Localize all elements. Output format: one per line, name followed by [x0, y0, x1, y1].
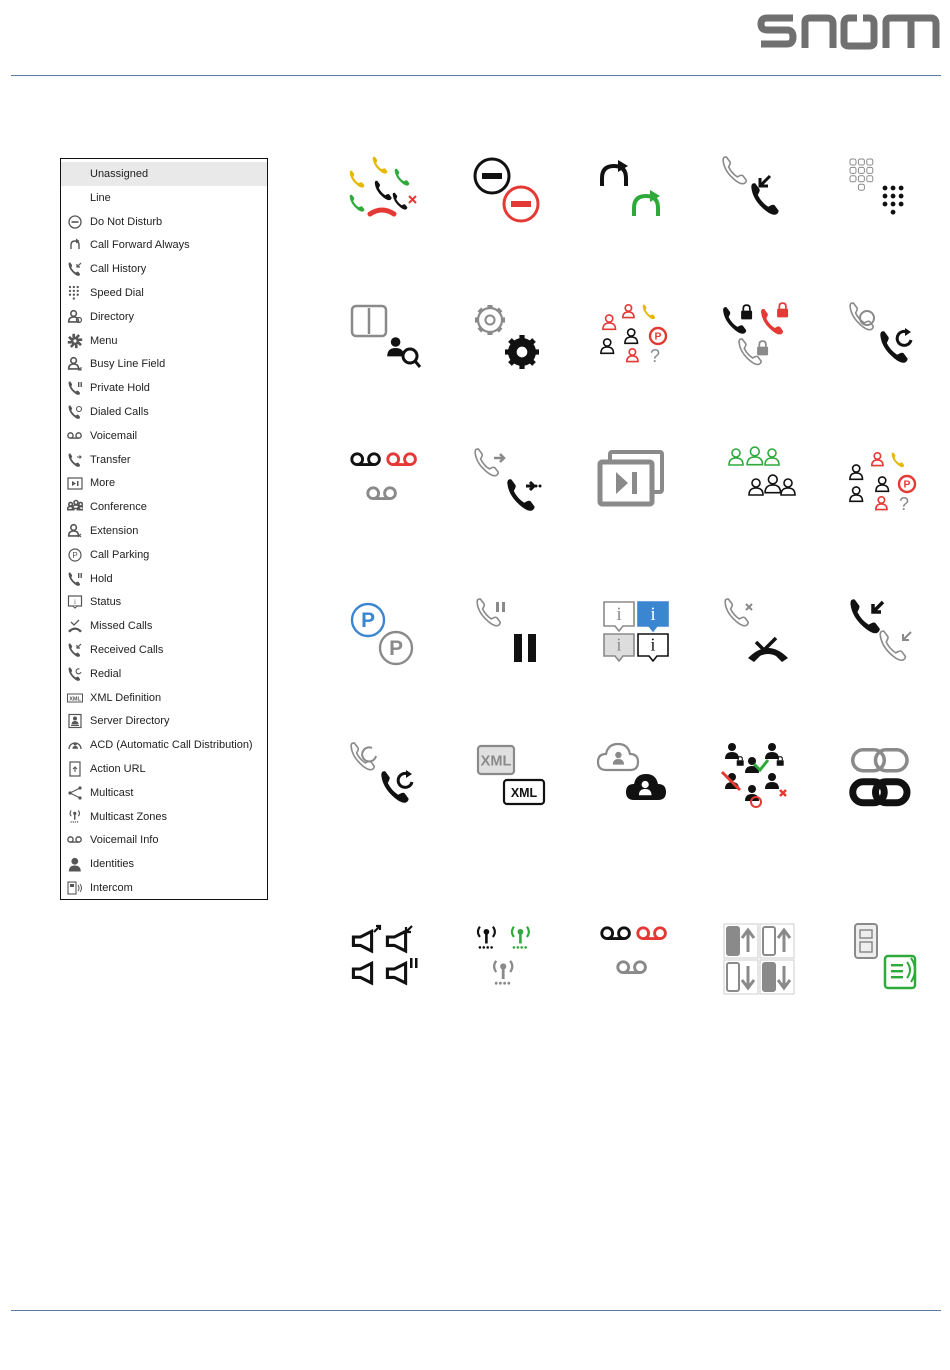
menu-item-label: More — [90, 477, 116, 490]
call-states-icon — [346, 154, 426, 234]
menu-item-label: Missed Calls — [90, 620, 153, 633]
menu-item-unassigned[interactable] — [61, 162, 267, 186]
menu-item-label: ACD (Automatic Call Distribution) — [90, 739, 253, 752]
call-history-states-icon — [720, 154, 800, 234]
acd-icon — [67, 737, 83, 753]
redial-icon — [67, 666, 83, 682]
menu-item-call-parking[interactable] — [61, 543, 267, 567]
missed-calls-icon — [67, 618, 83, 634]
menu-item-label: Call Forward Always — [90, 239, 190, 252]
menu-item-redial[interactable] — [61, 662, 267, 686]
menu-item-label: Menu — [90, 334, 118, 347]
svg-text:P: P — [654, 331, 662, 343]
menu-item-label: Transfer — [90, 453, 131, 466]
dialed-calls-states-icon — [845, 300, 925, 380]
directory-states-icon — [346, 300, 426, 380]
xml-definition-states-icon — [470, 740, 550, 820]
conference-states-icon — [720, 446, 800, 526]
busy-line-field-icon — [67, 356, 83, 372]
svg-text:XML: XML — [69, 696, 81, 703]
hold-icon — [67, 571, 83, 587]
call-forward-icon — [67, 237, 83, 253]
svg-text:XML: XML — [510, 785, 538, 800]
menu-item-label: Hold — [90, 572, 113, 585]
svg-text:XML: XML — [480, 753, 512, 770]
speed-dial-states-icon — [845, 154, 925, 234]
menu-item-status[interactable] — [61, 590, 267, 614]
menu-item-label: Multicast Zones — [90, 810, 168, 823]
menu-item-label: Action URL — [90, 762, 146, 775]
menu-item-label: Dialed Calls — [90, 405, 149, 418]
extension-states-icon — [845, 446, 925, 526]
menu-item-label: Conference — [90, 501, 147, 514]
menu-item-identities[interactable] — [61, 852, 267, 876]
menu-item-multicast-zones[interactable] — [61, 805, 267, 829]
dialpad-icon — [67, 285, 83, 301]
menu-item-label: Redial — [90, 667, 122, 680]
dnd-icon — [67, 214, 83, 230]
voicemail-icon — [67, 428, 83, 444]
svg-text:i: i — [616, 604, 622, 625]
menu-item-label: Unassigned — [90, 168, 149, 180]
menu-item-conference[interactable] — [61, 495, 267, 519]
menu-item-intercom[interactable] — [61, 876, 267, 900]
action-url-states-icon — [845, 740, 925, 820]
menu-item-label: Voicemail — [90, 429, 138, 442]
menu-item-label: Intercom — [90, 881, 133, 894]
menu-item-label: Busy Line Field — [90, 358, 166, 371]
menu-item-label: Status — [90, 596, 122, 609]
svg-text:P: P — [72, 550, 78, 560]
directory-icon — [67, 309, 83, 325]
hold-states-icon — [470, 596, 550, 676]
menu-item-menu[interactable] — [61, 329, 267, 353]
call-forward-states-icon — [596, 154, 676, 234]
svg-text:?: ? — [899, 494, 910, 514]
menu-item-busy-line-field[interactable] — [61, 352, 267, 376]
intercom-icon — [67, 880, 83, 896]
menu-item-private-hold[interactable] — [61, 376, 267, 400]
missed-calls-states-icon — [720, 596, 800, 676]
redial-states-icon — [346, 740, 426, 820]
call-parking-icon — [67, 547, 83, 563]
xml-icon — [67, 690, 83, 706]
menu-item-label: Extension — [90, 524, 139, 537]
menu-item-line[interactable] — [61, 186, 267, 210]
private-hold-states-icon — [720, 300, 800, 380]
status-icon — [67, 594, 83, 610]
function-key-menu[interactable] — [60, 158, 268, 900]
dnd-states-icon — [470, 154, 550, 234]
acd-states-icon — [720, 740, 800, 820]
menu-item-multicast[interactable] — [61, 781, 267, 805]
svg-text:i: i — [650, 604, 656, 625]
transfer-states-icon — [470, 446, 550, 526]
multicast-icon — [67, 785, 83, 801]
server-directory-icon — [67, 713, 83, 729]
svg-text:P: P — [361, 609, 375, 633]
menu-item-directory[interactable] — [61, 305, 267, 329]
multicast-states-icon — [346, 920, 426, 1000]
menu-item-server-directory[interactable] — [61, 709, 267, 733]
received-calls-states-icon — [845, 596, 925, 676]
intercom-states-icon — [845, 920, 925, 1000]
menu-item-transfer[interactable] — [61, 448, 267, 472]
received-calls-icon — [67, 642, 83, 658]
voicemail-info-states-icon — [596, 920, 676, 1000]
dialed-calls-icon — [67, 404, 83, 420]
multicast-zones-icon — [67, 809, 83, 825]
menu-item-xml-definition[interactable] — [61, 686, 267, 710]
menu-item-label: Private Hold — [90, 382, 150, 395]
call-history-icon — [67, 261, 83, 277]
identities-states-icon — [720, 920, 800, 1000]
svg-text:P: P — [903, 479, 911, 491]
gear-icon — [67, 333, 83, 349]
busy-line-field-states-icon — [596, 300, 676, 380]
extension-icon — [67, 523, 83, 539]
menu-item-call-history[interactable] — [61, 257, 267, 281]
menu-item-label: Speed Dial — [90, 286, 144, 299]
server-directory-states-icon — [596, 740, 676, 820]
voicemail-states-icon — [346, 446, 426, 526]
menu-item-label: Call History — [90, 263, 147, 276]
private-hold-icon — [67, 380, 83, 396]
conference-icon — [67, 499, 83, 515]
more-states-icon — [596, 446, 676, 526]
menu-states-icon — [470, 300, 550, 380]
menu-item-label: XML Definition — [90, 691, 162, 704]
svg-text:?: ? — [650, 346, 661, 366]
menu-item-label: Server Directory — [90, 715, 170, 728]
menu-item-label: Do Not Disturb — [90, 215, 163, 228]
menu-item-label: Multicast — [90, 786, 134, 799]
menu-item-acd-automatic-call-distribution[interactable] — [61, 733, 267, 757]
call-parking-states-icon — [346, 596, 426, 676]
menu-item-voicemail-info[interactable] — [61, 828, 267, 852]
menu-item-label: Received Calls — [90, 643, 164, 656]
menu-item-dialed-calls[interactable] — [61, 400, 267, 424]
menu-item-call-forward-always[interactable] — [61, 233, 267, 257]
svg-text:i: i — [650, 634, 656, 655]
menu-item-action-url[interactable] — [61, 757, 267, 781]
multicast-zones-states-icon — [470, 920, 550, 1000]
menu-item-missed-calls[interactable] — [61, 614, 267, 638]
menu-item-label: Line — [90, 191, 111, 204]
menu-item-extension[interactable] — [61, 519, 267, 543]
identities-icon — [67, 856, 83, 872]
menu-item-do-not-disturb[interactable] — [61, 210, 267, 234]
svg-text:P: P — [389, 637, 403, 661]
footer-rule — [11, 1310, 941, 1311]
menu-item-received-calls[interactable] — [61, 638, 267, 662]
transfer-icon — [67, 452, 83, 468]
menu-item-more[interactable] — [61, 471, 267, 495]
status-states-icon — [596, 596, 676, 676]
svg-text:i: i — [616, 634, 622, 655]
menu-item-label: Call Parking — [90, 548, 150, 561]
menu-item-voicemail[interactable] — [61, 424, 267, 448]
header-rule — [11, 75, 941, 76]
action-url-icon — [67, 761, 83, 777]
menu-item-label: Voicemail Info — [90, 834, 159, 847]
more-icon — [67, 475, 83, 491]
snom-logo — [757, 6, 942, 60]
menu-item-hold[interactable] — [61, 567, 267, 591]
menu-item-label: Directory — [90, 310, 135, 323]
menu-item-label: Identities — [90, 858, 135, 871]
voicemail-info-icon — [67, 832, 83, 848]
menu-item-speed-dial[interactable] — [61, 281, 267, 305]
svg-text:i: i — [74, 598, 76, 607]
